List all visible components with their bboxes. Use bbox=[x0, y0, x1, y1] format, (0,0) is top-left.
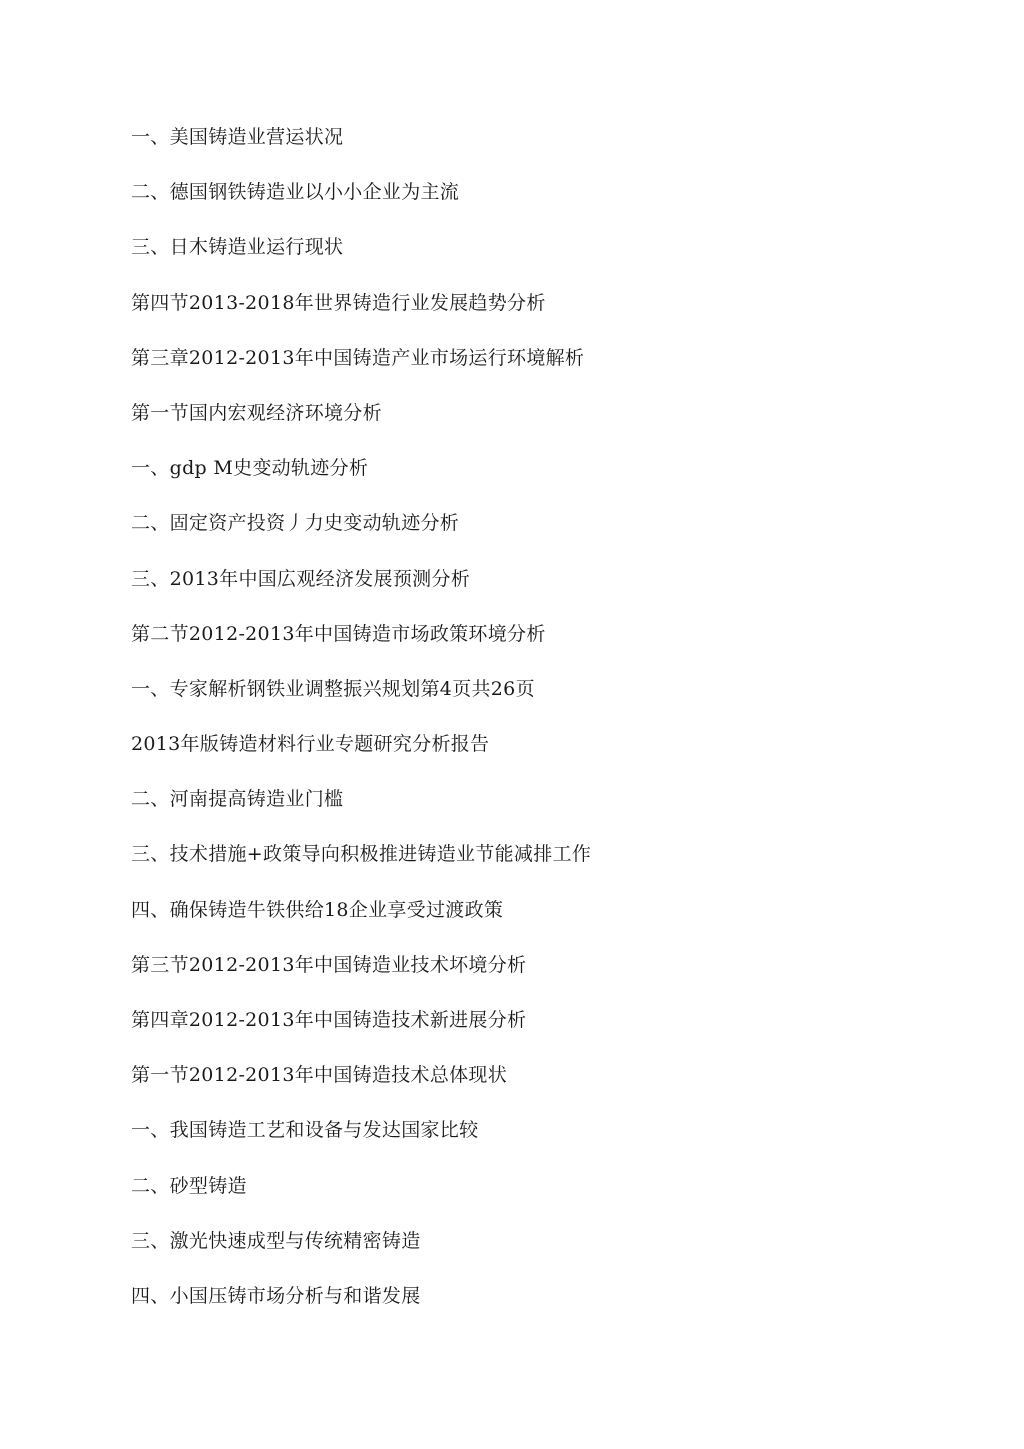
toc-line: 第一节2012-2013年中国铸造技术总体现状 bbox=[131, 1064, 508, 1087]
toc-line: 三、2013年中国広观经济发展预测分析 bbox=[131, 567, 471, 590]
toc-line: 三、激光快速成型与传统精密铸造 bbox=[131, 1229, 421, 1252]
toc-line: 一、我国铸造工艺和设备与发达国家比较 bbox=[131, 1119, 479, 1142]
toc-line: 第四章2012-2013年中国铸造技术新进展分析 bbox=[131, 1009, 527, 1031]
toc-line: 一、gdp M史变动轨迹分析 bbox=[131, 457, 369, 480]
toc-line: 第一节国内宏观经济环境分析 bbox=[131, 401, 382, 424]
toc-line: 二、德国钢铁铸造业以小小企业为主流 bbox=[131, 181, 460, 204]
toc-line: 第四节2013-2018年世界铸造行业发展趋势分析 bbox=[131, 291, 546, 314]
toc-line: 第三章2012-2013年中国铸造产业市场运行环境解析 bbox=[131, 346, 585, 369]
toc-line: 二、砂型铸造 bbox=[131, 1174, 247, 1197]
toc-line: 二、固定资产投资丿力史变动轨迹分析 bbox=[131, 512, 460, 535]
toc-line: 三、日木铸造业运行现状 bbox=[131, 236, 344, 259]
toc-line: 第三节2012-2013年中国铸造业技术坏境分析 bbox=[131, 953, 527, 976]
toc-line: 三、技术措施+政策导向积极推进铸造业节能减排工作 bbox=[131, 843, 592, 866]
toc-line: 二、河南提高铸造业门槛 bbox=[131, 788, 344, 811]
toc-line: 四、确保铸造牛铁供给18企业享受过渡政策 bbox=[131, 898, 504, 921]
table-of-contents bbox=[131, 122, 991, 1336]
toc-line: 第二节2012-2013年中国铸造市场政策环境分析 bbox=[131, 622, 546, 645]
toc-line: 一、美国铸造业营运状况 bbox=[131, 126, 344, 148]
toc-line: 四、小国压铸市场分析与和谐发展 bbox=[131, 1284, 421, 1307]
toc-line: 一、专家解析钢铁业调整振兴规划第4页共26页 bbox=[131, 677, 535, 700]
report-title-line: 2013年版铸造材料行业专题研究分析报告 bbox=[131, 733, 490, 756]
